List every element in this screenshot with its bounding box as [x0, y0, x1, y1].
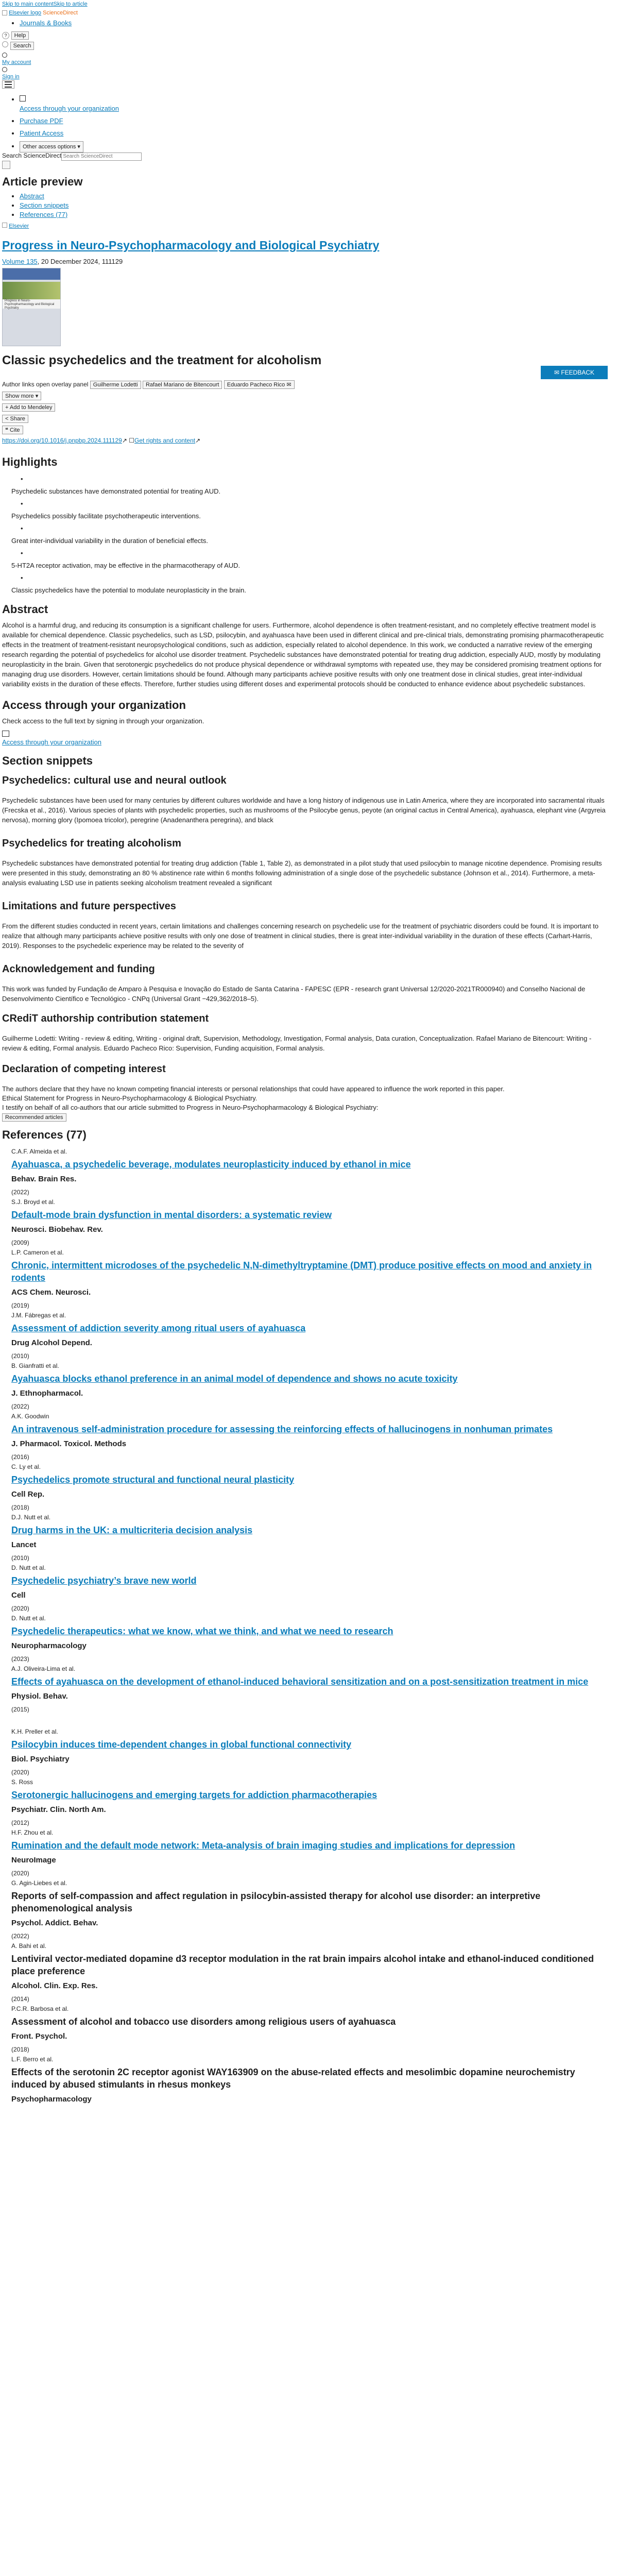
- abstract-text: Alcohol is a harmful drug, and reducing its consumption is a significant challenge for users. Furthermore, alcohol dependence is often treatment-resistant, and no completely effective treatment model is available for chemical dependence. Classic psychedelics, such as LSD, psilocybin, and ayahuasca have been used in different clinical and pre-clinical trials, demonstrating promising pharmacotherapeutic effects in the treatment of treatment-resistant neuropsychological conditions, such as addiction, especially related to alcohol dependence. In this work, we conducted a narrative review of the emerging research regarding the potential of psychedelics for alcohol use disorder treatment. Psychedelic substances have demonstrated potential for treating drug addiction, especially AUD, mostly by modulating neuroplasticity in the brain. Given that serotonergic psychedelics do not produce physical dependence or withdrawal symptoms with repeated use, they may be considered promising treatment options for managing drug use disorders. However, certain limitations should be found. Although many participants achieve positive results with only one treatment dose in clinical studies, great inter-individual variability exists in the duration of these effects. Therefore, further studies using different doses and experimental protocols should be conducted to enhance evidence about psychedelic substances.: [2, 621, 604, 688]
- access-org-button[interactable]: [2, 731, 101, 746]
- reference-title: Assessment of alcohol and tobacco use disorders among religious users of ayahuasca: [11, 2016, 396, 2027]
- reference-title: Lentiviral vector-mediated dopamine d3 receptor modulation in the rat brain impairs alcohol intake and ethanol-induced conditioned place preference: [11, 1954, 594, 1976]
- doi-link[interactable]: https://doi.org/10.1016/j.pnpbp.2024.111129: [2, 437, 122, 444]
- reference-title-link[interactable]: Assessment of addiction severity among ritual users of ayahuasca: [11, 1323, 306, 1333]
- article-title-wrap: [2, 353, 321, 368]
- snippet-text: The authors declare that they have no known competing financial interests or personal relationships that could have appeared to influence the work reported in this paper.: [2, 1085, 505, 1093]
- reference-title: Reports of self-compassion and affect regulation in psilocybin-assisted therapy for alcohol use disorder: an interpretive phenomenological analysis: [11, 1891, 541, 1913]
- reference-authors: A. Bahi et al.: [11, 1942, 47, 1950]
- reference-journal: Physiol. Behav.: [11, 1692, 68, 1701]
- institution-icon: [20, 95, 26, 101]
- nav-section-snippets-link[interactable]: Section snippets: [20, 201, 69, 209]
- search-input[interactable]: [61, 152, 142, 161]
- highlight-item: Psychedelics possibly facilitate psychotherapeutic interventions.: [11, 512, 201, 520]
- reference-authors: H.F. Zhou et al.: [11, 1829, 54, 1836]
- references-section: [2, 1128, 87, 1142]
- reference-journal: Neurosci. Biobehav. Rev.: [11, 1225, 103, 1234]
- highlights-title: Highlights: [2, 455, 58, 468]
- reference-item: [11, 1198, 604, 1246]
- reference-year: (2012): [11, 1819, 29, 1826]
- reference-year: (2020): [11, 1870, 29, 1877]
- reference-item: [11, 1413, 604, 1461]
- snippet-body: [2, 1033, 610, 1053]
- snippet-text: This work was funded by Fundação de Amparo à Pesquisa e Inovação do Estado de Santa Catarina - FAPESC (EPR - research grant Universal 12/2020-2021TR000940) and Conselho Nacional de Desenvolvimento Científico e Tecnológico - CNPq (Universal Grant −429,362/2018–5).: [2, 985, 586, 1003]
- sign-in-link[interactable]: [2, 67, 20, 80]
- elsevier-logo-icon: [2, 223, 7, 228]
- snippet-heading: [2, 963, 155, 975]
- rights-link[interactable]: Get rights and content: [134, 437, 196, 444]
- skip-to-main-link[interactable]: Skip to main content: [2, 1, 54, 7]
- reference-item: [11, 1564, 604, 1612]
- reference-year: (2018): [11, 2046, 29, 2053]
- other-access-options-label: Other access options: [23, 144, 76, 150]
- highlight-item: Great inter-individual variability in the duration of beneficial effects.: [11, 537, 209, 545]
- reference-title-link[interactable]: Psychedelic psychiatry’s brave new world: [11, 1575, 197, 1586]
- search-form: [2, 152, 142, 161]
- reference-item: [11, 2056, 604, 2104]
- journal-logo-alt: Elsevier: [9, 223, 29, 229]
- elsevier-logo-icon[interactable]: [2, 10, 7, 15]
- reference-authors: B. Gianfratti et al.: [11, 1362, 59, 1369]
- section-snippets: [2, 754, 93, 768]
- bullet-icon: •: [21, 574, 23, 582]
- elsevier-logo-link[interactable]: Elsevier logo: [9, 10, 42, 16]
- snippet-heading: [2, 1063, 166, 1075]
- reference-item: [11, 1665, 604, 1713]
- article-preview-title: Article preview: [2, 175, 83, 188]
- reference-title-link[interactable]: Psychedelics promote structural and functional neural plasticity: [11, 1475, 295, 1485]
- reference-journal: ACS Chem. Neurosci.: [11, 1288, 91, 1297]
- author-button-rico[interactable]: [224, 380, 295, 389]
- snippet-heading: [2, 901, 176, 912]
- other-access-options-select[interactable]: [20, 141, 83, 152]
- reference-year: (2010): [11, 1554, 29, 1562]
- access-section: [2, 699, 186, 712]
- journal-cover-image[interactable]: [2, 268, 61, 346]
- author-name: Eduardo Pacheco Rico: [227, 382, 285, 388]
- access-bar: [0, 95, 277, 152]
- help-icon: ?: [2, 32, 9, 39]
- reference-journal: Psychiatr. Clin. North Am.: [11, 1805, 106, 1814]
- reference-year: (2018): [11, 1504, 29, 1511]
- reference-authors: L.P. Cameron et al.: [11, 1249, 64, 1256]
- sign-in-label[interactable]: Sign in: [2, 74, 20, 80]
- help-label: Help: [11, 31, 29, 40]
- reference-journal: Front. Psychol.: [11, 2032, 67, 2041]
- reference-item: [11, 1879, 604, 1940]
- reference-journal: Psychopharmacology: [11, 2095, 92, 2104]
- share-button[interactable]: [2, 414, 28, 423]
- journal-title[interactable]: Progress in Neuro-Psychopharmacology and Biological Psychiatry: [2, 239, 380, 252]
- abstract-body: [2, 620, 610, 689]
- reference-year: (2020): [11, 1769, 29, 1776]
- reference-authors: P.C.R. Barbosa et al.: [11, 2005, 69, 2012]
- bullet-icon: •: [21, 500, 23, 507]
- reference-journal: J. Pharmacol. Toxicol. Methods: [11, 1439, 127, 1448]
- reference-journal: Drug Alcohol Depend.: [11, 1338, 92, 1347]
- journals-books-link[interactable]: Journals & Books: [20, 19, 72, 27]
- snippet-title: Declaration of competing interest: [2, 1063, 166, 1075]
- institution-icon: [2, 731, 9, 737]
- top-nav: [0, 19, 226, 28]
- share-icon: <: [5, 416, 9, 422]
- reference-journal: Behav. Brain Res.: [11, 1175, 77, 1183]
- certify-statement: I testify on behalf of all co-authors that our article submitted to Progress in Neuro-Psychopharmacology & Biological Psychiatry:: [2, 1104, 379, 1111]
- reference-authors: A.J. Oliveira-Lima et al.: [11, 1665, 76, 1672]
- recommended-articles-button[interactable]: [2, 1113, 66, 1122]
- reference-authors: K.H. Preller et al.: [11, 1728, 58, 1735]
- snippet-text: Psychedelic substances have been used for many centuries by different cultures worldwide and have a long history of indigenous use in Latin America, where they are incorporated into sacramental rituals (Frecska et al., 2016). Various species of plants with psychedelic properties, such as mushrooms of the Psilocybe genus, peyote (an original cactus in Central America), ayahuasca, elephant vine (Argyreia nervosa), morning glory (Ipomoea tricolor), peregrine (Anadenanthera peregrina), and black: [2, 796, 606, 824]
- search-icon: [2, 41, 8, 47]
- reference-journal: Biol. Psychiatry: [11, 1755, 70, 1764]
- reference-title-link[interactable]: Default-mode brain dysfunction in mental disorders: a systematic review: [11, 1210, 332, 1220]
- reference-title-link[interactable]: Serotonergic hallucinogens and emerging targets for addiction pharmacotherapies: [11, 1790, 377, 1800]
- snippet-body: [2, 1084, 610, 1094]
- reference-item: [11, 1829, 604, 1877]
- reference-authors: D.J. Nutt et al.: [11, 1514, 51, 1521]
- author-name: Rafael Mariano de Bitencourt: [145, 382, 219, 388]
- bullet-icon: •: [21, 524, 23, 532]
- reference-authors: A.K. Goodwin: [11, 1413, 49, 1420]
- article-preview-nav: [0, 192, 226, 219]
- search-icon: [2, 161, 10, 169]
- highlights-section: [2, 455, 58, 469]
- highlight-item: 5-HT2A receptor activation, may be effective in the pharmacotherapy of AUD.: [11, 562, 241, 569]
- help-button[interactable]: [2, 31, 29, 40]
- abstract-section: [2, 603, 48, 616]
- reference-item: [11, 1728, 604, 1776]
- search-label: Search: [10, 42, 35, 50]
- snippet-body: [2, 984, 610, 1004]
- volume-date: , 20 December 2024, 111129: [37, 258, 123, 265]
- volume-info: [2, 258, 123, 265]
- reference-authors: S. Ross: [11, 1778, 33, 1786]
- sign-in-icon: [2, 67, 7, 72]
- person-icon: [2, 53, 7, 58]
- search-button[interactable]: [2, 41, 34, 50]
- doi-row: [2, 437, 200, 444]
- reference-authors: J.M. Fábregas et al.: [11, 1312, 66, 1319]
- reference-title-link[interactable]: Drug harms in the UK: a multicriteria decision analysis: [11, 1525, 253, 1535]
- reference-item: [11, 1615, 604, 1663]
- feedback-label: FEEDBACK: [561, 369, 595, 376]
- reference-year: (2022): [11, 1189, 29, 1196]
- show-more-button[interactable]: [2, 392, 41, 400]
- author-group: [2, 380, 295, 389]
- cite-label: Cite: [9, 427, 20, 433]
- reference-year: (2016): [11, 1453, 29, 1461]
- reference-year: (2015): [11, 1706, 29, 1713]
- external-link-icon: ↗: [195, 437, 201, 444]
- highlight-item: Psychedelic substances have demonstrated potential for treating AUD.: [11, 487, 221, 495]
- author-name: Guilherme Lodetti: [93, 382, 138, 388]
- menu-button[interactable]: [2, 80, 14, 90]
- reference-title-link[interactable]: Chronic, intermittent microdoses of the psychedelic N,N-dimethyltryptamine (DMT) produce positive effects on mood and anxiety in rodents: [11, 1260, 592, 1283]
- snippet-body: [2, 795, 610, 825]
- reference-title-link[interactable]: Effects of ayahuasca on the development of ethanol-induced behavioral sensitization and on a post-sensitization treatment in mice: [11, 1676, 589, 1687]
- chevron-down-icon: ▾: [35, 393, 39, 399]
- reference-authors: L.F. Berro et al.: [11, 2056, 54, 2063]
- reference-year: (2009): [11, 1239, 29, 1246]
- reference-year: (2020): [11, 1605, 29, 1612]
- reference-journal: NeuroImage: [11, 1856, 56, 1865]
- share-label: Share: [10, 416, 25, 422]
- reference-item: [11, 1148, 604, 1196]
- reference-item: [11, 1514, 604, 1562]
- reference-authors: G. Agin-Liebes et al.: [11, 1879, 67, 1887]
- reference-authors: C.A.F. Almeida et al.: [11, 1148, 67, 1155]
- bullet-icon: •: [21, 475, 23, 483]
- article-preview: [2, 175, 83, 189]
- access-org-button-label: Access through your organization: [2, 738, 101, 746]
- section-snippets-title: Section snippets: [2, 754, 93, 767]
- nav-references-link[interactable]: References (77): [20, 211, 68, 218]
- reference-year: (2010): [11, 1352, 29, 1360]
- reference-title-link[interactable]: Psychedelic therapeutics: what we know, what we think, and what we need to research: [11, 1626, 393, 1636]
- reference-title: Effects of the serotonin 2C receptor agonist WAY163909 on the abuse-related effects and mesolimbic dopamine neurochemistry induced by abused stimulants in rhesus monkeys: [11, 2067, 575, 2090]
- reference-title-link[interactable]: An intravenous self-administration procedure for assessing the reinforcing effects of hallucinogens in nonhuman primates: [11, 1424, 553, 1434]
- external-link-icon: ↗: [122, 437, 127, 444]
- reference-journal: J. Ethnopharmacol.: [11, 1389, 83, 1398]
- abstract-title: Abstract: [2, 603, 48, 616]
- access-org-link[interactable]: Access through your organization: [20, 105, 119, 112]
- reference-item: [11, 2005, 604, 2053]
- skip-to-article-link[interactable]: Skip to article: [53, 1, 88, 7]
- cite-button[interactable]: [2, 426, 23, 434]
- snippet-body: [2, 921, 610, 951]
- reference-item: [11, 1312, 604, 1360]
- plus-icon: +: [5, 404, 9, 411]
- rights-icon: ☐: [129, 437, 135, 444]
- recommended-articles-label: Recommended articles: [2, 1113, 66, 1122]
- reference-year: (2023): [11, 1655, 29, 1663]
- volume-link[interactable]: Volume 135: [2, 258, 38, 265]
- my-account-label[interactable]: My account: [2, 59, 31, 65]
- author-links-label: Author links open overlay panel: [2, 381, 89, 388]
- snippet-heading: [2, 1013, 209, 1025]
- skip-links: [2, 1, 88, 7]
- snippet-heading: [2, 775, 227, 787]
- my-account-link[interactable]: [2, 53, 31, 65]
- reference-journal: Neuropharmacology: [11, 1641, 87, 1650]
- article-title: Classic psychedelics and the treatment for alcoholism: [2, 353, 322, 367]
- reference-year: (2022): [11, 1933, 29, 1940]
- add-mendeley-label: Add to Mendeley: [9, 404, 53, 411]
- reference-item: [11, 1778, 604, 1826]
- add-mendeley-button[interactable]: [2, 403, 55, 412]
- reference-item: [11, 1463, 604, 1511]
- snippet-text: Psychedelic substances have demonstrated potential for treating drug addiction (Table 1, Table 2), as demonstrated in a pilot study that used psilocybin to manage nicotine dependence. Promising results were presented in this study, demonstrating an 80 % abstinence rate within 6 months following administration of a single dose of the psychedelic substance (Johnson et al., 2014). Furthermore, a meta-analysis evaluating LSD use in patients seeking alcoholism treatment revealed a significant: [2, 859, 602, 887]
- snippet-heading: [2, 838, 181, 850]
- reference-year: (2014): [11, 1995, 29, 2003]
- nav-abstract-link[interactable]: Abstract: [20, 192, 44, 200]
- sciencedirect-logo[interactable]: ScienceDirect: [43, 10, 78, 16]
- quote-icon: ❝: [5, 427, 8, 433]
- snippet-title: Acknowledgement and funding: [2, 963, 155, 975]
- cover-caption: Progress in Neuro-Psychopharmacology and Biological Psychiatry: [5, 299, 55, 310]
- snippet-title: Psychedelics for treating alcoholism: [2, 838, 181, 849]
- ethical-statement: Ethical Statement for Progress in Neuro-Psychopharmacology & Biological Psychiatry.: [2, 1094, 258, 1102]
- reference-title-link[interactable]: Ayahuasca, a psychedelic beverage, modulates neuroplasticity induced by ethanol in mice: [11, 1159, 411, 1170]
- access-title: Access through your organization: [2, 699, 186, 711]
- brand-bar: [2, 10, 78, 16]
- references-title: References (77): [2, 1128, 87, 1141]
- feedback-button[interactable]: [541, 366, 608, 379]
- reference-journal: Alcohol. Clin. Exp. Res.: [11, 1981, 98, 1990]
- chevron-down-icon: ▾: [77, 144, 80, 150]
- access-text: Check access to the full text by signing in through your organization.: [2, 717, 204, 725]
- reference-year: (2019): [11, 1302, 29, 1309]
- snippet-title: CRediT authorship contribution statement: [2, 1013, 209, 1024]
- author-button-bitencourt[interactable]: [143, 381, 222, 389]
- reference-year: (2022): [11, 1403, 29, 1410]
- snippet-text: From the different studies conducted in recent years, certain limitations and challenges concerning research on psychedelic use for the treatment of psychiatric disorders could be found. It is important to realize that although many participants achieve positive results with only one dose of treatment in clinical studies, there is great inter-individual variability in the duration of these effects (Carhart-Harris, 2019). Responses to the psychedelic experience may be related to the severity of: [2, 922, 599, 950]
- snippet-title: Psychedelics: cultural use and neural outlook: [2, 775, 227, 786]
- reference-title-link[interactable]: Ayahuasca blocks ethanol preference in an animal model of dependence and shows no acute toxicity: [11, 1374, 458, 1384]
- reference-item: [11, 1249, 604, 1309]
- author-button-lodetti[interactable]: [90, 381, 141, 389]
- reference-authors: D. Nutt et al.: [11, 1564, 46, 1571]
- purchase-pdf-link[interactable]: Purchase PDF: [20, 117, 63, 125]
- reference-journal: Lancet: [11, 1540, 37, 1549]
- reference-journal: Cell Rep.: [11, 1490, 45, 1499]
- envelope-icon: ✉: [286, 382, 291, 388]
- hamburger-menu-icon: [2, 80, 14, 89]
- reference-title-link[interactable]: Psilocybin induces time-dependent changes in global functional connectivity: [11, 1739, 352, 1750]
- snippet-text: Guilherme Lodetti: Writing - review & editing, Writing - original draft, Supervision, Methodology, Investigation, Formal analysis, Data curation, Conceptualization. Rafael Mariano de Bitencourt: Writing - review & editing, Formal analysis. Eduardo Pacheco Rico: Supervision, Funding acquisition, Formal analysis.: [2, 1035, 592, 1052]
- snippet-title: Limitations and future perspectives: [2, 901, 176, 912]
- highlight-item: Classic psychedelics have the potential to modulate neuroplasticity in the brain.: [11, 586, 246, 594]
- journal-logo-link[interactable]: [2, 223, 29, 229]
- journal-title-link[interactable]: [2, 238, 615, 252]
- snippet-body: [2, 858, 610, 888]
- reference-authors: C. Ly et al.: [11, 1463, 41, 1470]
- reference-title-link[interactable]: Rumination and the default mode network: Meta-analysis of brain imaging studies and implications for depression: [11, 1840, 516, 1851]
- bullet-icon: •: [21, 549, 23, 557]
- reference-journal: Cell: [11, 1591, 26, 1600]
- show-more-label: Show more: [5, 393, 34, 399]
- reference-item: [11, 1362, 604, 1410]
- submit-search-button[interactable]: [2, 161, 10, 171]
- reference-authors: S.J. Broyd et al.: [11, 1198, 55, 1206]
- reference-journal: Psychol. Addict. Behav.: [11, 1919, 98, 1927]
- reference-item: [11, 1942, 604, 2003]
- patient-access-link[interactable]: Patient Access: [20, 129, 64, 137]
- search-label-text: Search ScienceDirect: [2, 152, 62, 159]
- reference-authors: D. Nutt et al.: [11, 1615, 46, 1622]
- chat-icon: ✉: [554, 369, 561, 376]
